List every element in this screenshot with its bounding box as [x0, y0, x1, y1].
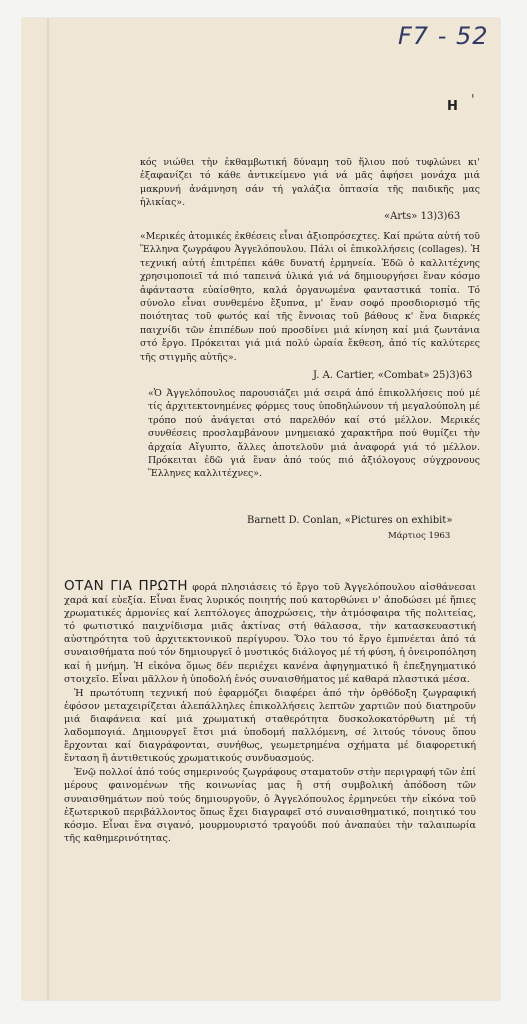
intro-paragraph: κός νιώθει τὴν ἐκθαμβωτική δύναμη τοῦ ἥλιου πού τυφλώνει κι' ἐξαφανίζει τό κάθε ἀντικείμενο γιά νά μᾶς ἀφήσει μονάχα μιά μακρυνή ἀνάμνηση σάν τή γαλάζια ὀπτασία τῆς παιδικῆς μας ἡλικίας». [140, 157, 480, 209]
article-lead-in: ΟΤΑΝ ΓΙΑ ΠΡΩΤΗ [64, 578, 189, 594]
article-paragraph-1-text: φορά πλησιάσεις τό ἔργο τοῦ Ἀγγελόπουλου αἰσθάνεσαι χαρά καί εὐεξία. Εἶναι ἕνας λυρικός ποιητής πού κατορθώνει ν' ἀποδώσει μέ ἤπιες χρωματικές ἁρμονίες καί λεπτόλογες ἀποχρώσεις, τὴν ἀτμόσφαιρα τῆς πολιτείας, τό φωτιστικό παιχνίδισμα μιᾶς ἀκτίνας στή θάλασσα, τὴν κατασκευαστική αὐστηρότητα τοῦ ἀρχιτεκτονικοῦ περίγυρου. Ὅλο του τό ἔργο ἐμπνέεται ἀπό τά συναισθήματα πού τόν δημιουργεῖ ὁ μυστικός διάλογος μέ τή φύση, ἡ ὀνειροπόληση καί ἡ μνήμη. Ἡ εἰκόνα ὅμως δέν περιέχει κανένα ἀφηγηματικό ἢ ἐπεξηγηματικό στοιχεῖο. Εἶναι μᾶλλον ἡ ὑποδολή ἑνός συναισθήματος μέ καθαρά πλαστικά μέσα. [64, 582, 476, 685]
paper-fold-line [47, 18, 49, 1000]
cut-header-mark: ' [471, 93, 475, 108]
quote-conlan [148, 387, 480, 481]
cut-header-letter: Η [447, 99, 458, 114]
handwritten-note: F7 - 52 [398, 22, 489, 50]
article-paragraph-3: Ἐνῷ πολλοί ἀπό τούς σημερινούς ζωγράφους σταματοῦν στὴν περιγραφή τῶν ἐπί μέρους φαινομένων τῆς κοινωνίας μας ἢ στή συμβολική ἀπόδοση τῶν συναισθημάτων πού τούς δημιουργοῦν, ὁ Ἀγγελόπουλος ἑρμηνεύει τὴν εἰκόνα τοῦ ἐξωτερικοῦ περιβάλλοντος ὅπως ἔχει διαγραφεῖ στό συναισθηματικό, ποιητικό του κόσμο. Εἶναι ἕνα σιγανό, μουρμουριστό τραγούδι πού ἀναπαύει τὴν ταλαιπωρία τῆς καθημερινότητας. [64, 767, 476, 844]
quote-conlan-text: «Ὁ Ἀγγελόπουλος παρουσιάζει μιά σειρά ἀπό ἐπικολλήσεις πού μέ τίς ἀρχιτεκτονημένες φόρμες τους ὑποδηλώνουν τή μεγαλούπολη μέ τρόπο πού ἀνάγεται στό παρελθόν καί στό μέλλον. Μερικές συνθέσεις προσλαμβάνουν μνημειακό χαρακτῆρα πού θυμίζει τὴν ἀρχαία Αἴγυπτο, ἄλλες ἀποτελοῦν μιά ἀναφορά γιά τό μέλλον. Πρόκειται ἐδῶ γιά ἕναν ἀπό τούς πιό ἀξιόλογους σύγχρονους Ἕλληνες καλλιτέχνες». [148, 388, 480, 480]
citation-conlan: Barnett D. Conlan, «Pictures on exhibit» [247, 515, 453, 526]
article-paragraph-2: Ἡ πρωτότυπη τεχνική πού ἐφαρμόζει διαφέρει ἀπό τὴν ὀρθόδοξη ζωγραφική ἐφόσον μεταχειρίζεται ἀλεπάλληλες ἐπικολλήσεις λεπτῶν χαρτιῶν πού διατηροῦν μιά διαφάνεια καί μιά χρωματική σταθερότητα δυσκολοκατόρθωτη μέ τή λαδομπογιά. Δημιουργεῖ ἔτσι μιά ὑποδομή παλλόμενη, σέ λιτούς τόνους ὅπου ἔρχονται καί διαγράφονται, συνήθως, γεωμετρημένα σχήματα μέ διαφορετική ἔνταση ἢ ἀντιθετικούς χρωματικούς συνδυασμούς. [64, 687, 476, 765]
citation-date: Μάρτιος 1963 [388, 531, 451, 541]
citation-arts: «Arts» 13)3)63 [384, 211, 461, 222]
quote-cartier [140, 230, 480, 364]
quote-cartier-text: «Μερικές ἀτομικές ἐκθέσεις εἶναι ἀξιοπρόσεχτες. Καί πρώτα αὐτή τοῦ Ἕλληνα ζωγράφου Ἀγγελόπουλου. Πάλι οἱ ἐπικολλήσεις (collages). Ἡ τεχνική αὐτή ἐπιτρέπει κάθε δυνατή ἑρμηνεία. Ἐδῶ ὁ καλλιτέχνης χρησιμοποιεῖ τά πιό ταπεινά ὑλικά γιά νά δημιουργήσει ἕναν κόσμο ἀφάνταστα εὐαίσθητο, καλά ὀργανωμένα φανταστικά τοπία. Τό σύνολο εἶναι συνθεμένο ἔξυπνα, μ' ἕναν σοφό προσδιορισμό τῆς ποιότητας τοῦ φωτός καί τῆς ἔννοιας τοῦ βάθους κ' ἕνα διαρκές παιχνίδι τῶν ἐπιπέδων πού προσδίνει μιά κίνηση καί μιά ζωντάνια στό ἔργο. Πρόκειται γιά μιά πολύ ὡραία ἔκθεση, ἀπό τίς καλύτερες τῆς στιγμῆς αὐτῆς». [140, 231, 480, 363]
article-paragraph-1 [64, 580, 476, 686]
main-article [64, 580, 476, 846]
citation-cartier: J. A. Cartier, «Combat» 25)3)63 [313, 370, 473, 381]
intro-text [140, 156, 480, 210]
